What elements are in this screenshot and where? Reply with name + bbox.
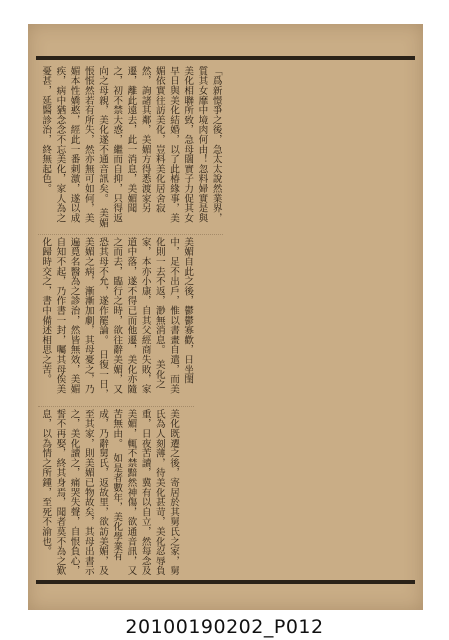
- text-block: 美化既遷之後，寄居於其舅氏之家，舅氏為人刻薄，待美化甚苛，美化忍辱負重，日夜苦讀，冀有以自立，然每念及美媚，輒不禁黯然神傷，欲通音訊，又苦無由。 如是者數年，美化學業有成，乃辭舅氏，返故里，欲訪美媚，及至其家，則美媚已物故矣，其母出書示之，美化讀之，痛哭失聲，自恨負心，誓不再娶，終其身焉，聞者莫不為之歎息，以為情之所鍾，至死不渝也。: [40, 408, 180, 576]
- bottom-rule: [36, 580, 415, 584]
- text-block: 「爲新憬爭之後，急太太說然業界，質其女靡中境肉何由！忽料婦實是與美化相聯所致，急母闊實子力促其女早日與美化結婚，以了此椿緣事，美媚依實往訪美化，豈料美化居舍寂然，詢諸其鄰，美媚方得悉渡家另遷，離此遠去，此一消息，美媚聞之，初不禁大惑，繼而自抑，只得返向之母親，美化遂不通音訊矣。 美媚悵悵然若有所失，然亦無可如何，美媚本性嬌憨，經此一番刺激，遂以成疾，病中猶念念不忘美化，家人為之憂甚，延醫診治，終無起色。: [38, 64, 223, 235]
- text-area: [38, 64, 413, 578]
- text-block: 美媚自此之後，鬱鬱寡歡，日坐閨中，足不出戶，惟以書畫自遣，而美化則一去不返，渺無消息。 美化之家，本亦小康，自其父經商失敗，家道中落，遂不得已而他遷，美化亦隨之而去，臨行之時，欲往辭美媚，又恐其母不允，遂作罷論。 日復一日，美媚之病，漸漸加劇，其母憂之，乃遍覓名醫為之診治，然皆無效，美媚自知不起，乃作書一封，囑其母俟美化歸時交之，書中備述相思之苦。: [38, 235, 194, 406]
- document-page: [28, 24, 423, 610]
- top-rule: [36, 56, 415, 60]
- image-caption: 20100190202_P012: [125, 616, 324, 638]
